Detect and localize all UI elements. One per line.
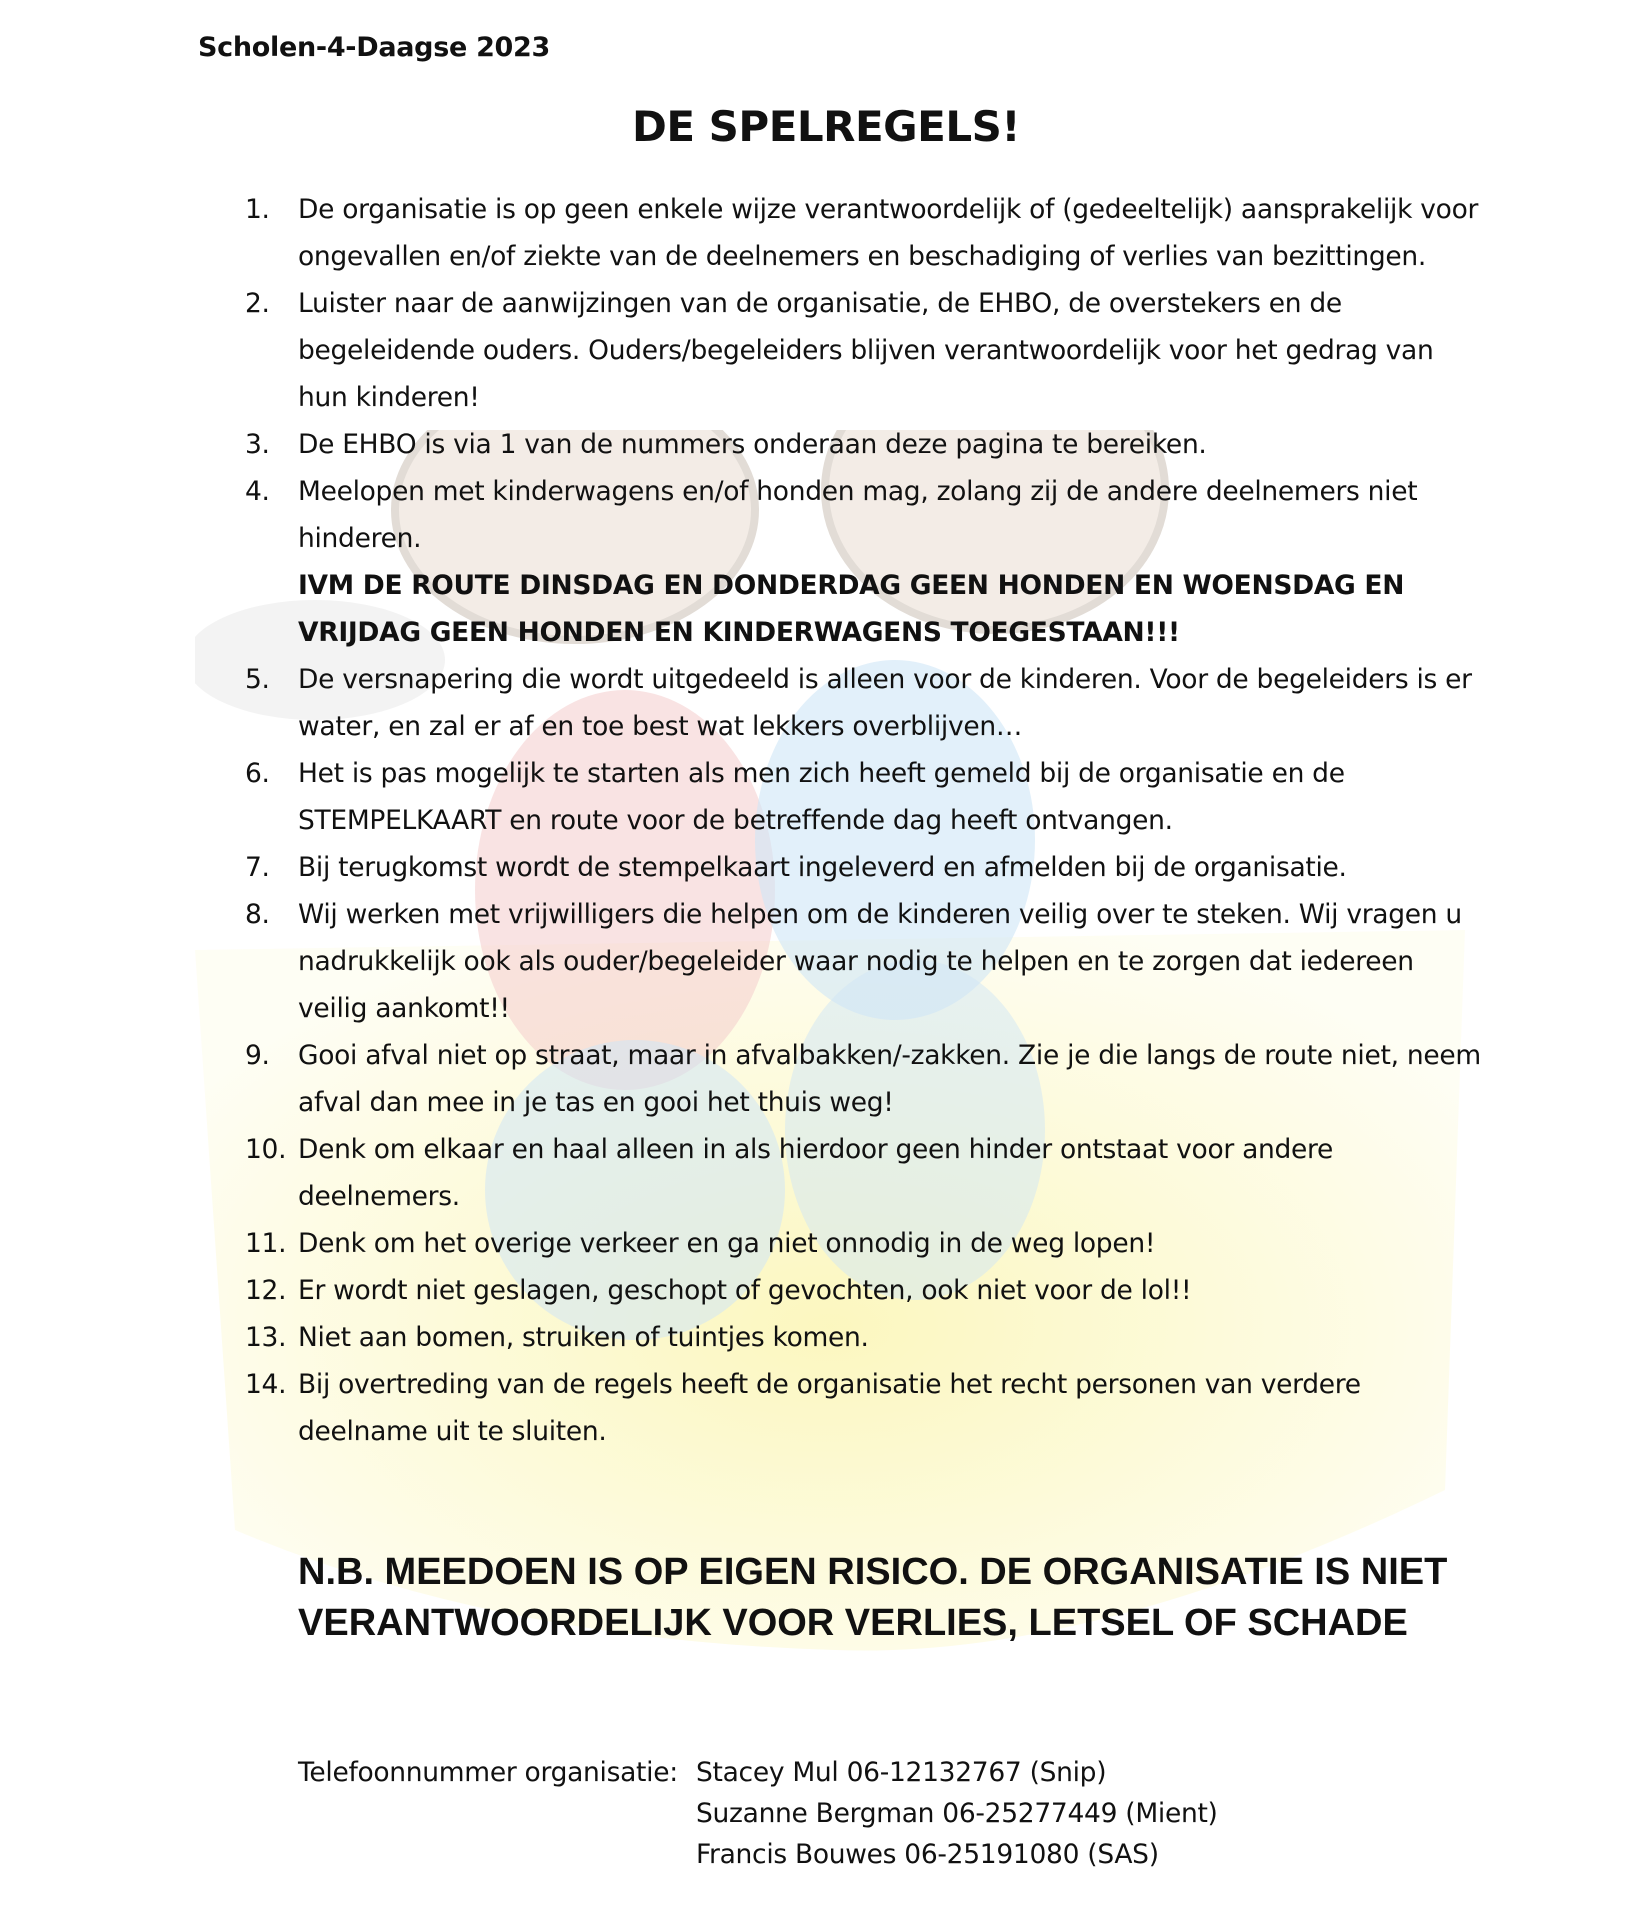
rules-list — [245, 186, 1485, 1455]
rule-text: Luister naar de aanwijzingen van de organisatie, de EHBO, de overstekers en de begeleidende ouders. Ouders/begeleiders blijven verantwoordelijk voor het gedrag van hun kinderen! — [298, 288, 1434, 413]
rule-number: 1. — [245, 194, 270, 225]
rule-number: 4. — [245, 476, 270, 507]
rule-item — [245, 1126, 1485, 1220]
rule-text: Er wordt niet geslagen, geschopt of gevochten, ook niet voor de lol!! — [298, 1275, 1192, 1306]
rule-text: Wij werken met vrijwilligers die helpen om de kinderen veilig over te steken. Wij vragen u nadrukkelijk ook als ouder/begeleider waar nodig te helpen en te zorgen dat iedereen veilig aankomt!! — [298, 899, 1462, 1024]
page-title: DE SPELREGELS! — [631, 102, 1021, 151]
rule-bold-note: IVM DE ROUTE DINSDAG EN DONDERDAG GEEN HONDEN EN WOENSDAG EN VRIJDAG GEEN HONDEN EN KINDERWAGENS TOEGESTAAN!!! — [298, 570, 1405, 648]
rule-text: Niet aan bomen, struiken of tuintjes komen. — [298, 1322, 869, 1353]
rule-item — [245, 750, 1485, 844]
rule-number: 8. — [245, 899, 270, 930]
rule-item — [245, 891, 1485, 1032]
rule-text: Meelopen met kinderwagens en/of honden mag, zolang zij de andere deelnemers niet hinderen. — [298, 476, 1418, 554]
rule-number: 3. — [245, 429, 270, 460]
rule-text: Denk om elkaar en haal alleen in als hierdoor geen hinder ontstaat voor andere deelnemers. — [298, 1134, 1334, 1212]
rule-text: Bij overtreding van de regels heeft de organisatie het recht personen van verdere deelname uit te sluiten. — [298, 1369, 1361, 1447]
rule-number: 6. — [245, 758, 270, 789]
rule-text: De organisatie is op geen enkele wijze verantwoordelijk of (gedeeltelijk) aansprakelijk voor ongevallen en/of ziekte van de deelnemers en beschadiging of verlies van bezittingen. — [298, 194, 1479, 272]
contact-list — [696, 1752, 1218, 1875]
rule-item — [245, 186, 1485, 280]
rule-text: De versnapering die wordt uitgedeeld is alleen voor de kinderen. Voor de begeleiders is er water, en zal er af en toe best wat lekkers overblijven… — [298, 664, 1472, 742]
rule-item — [245, 468, 1485, 656]
rule-item — [245, 1314, 1485, 1361]
event-header: Scholen-4-Daagse 2023 — [198, 32, 551, 63]
rule-item — [245, 1032, 1485, 1126]
contact-person: Francis Bouwes 06-25191080 (SAS) — [696, 1839, 1159, 1870]
contact-label: Telefoonnummer organisatie: — [298, 1757, 678, 1788]
rule-number: 14. — [245, 1369, 287, 1400]
contact-person: Suzanne Bergman 06-25277449 (Mient) — [696, 1798, 1218, 1829]
rule-item — [245, 280, 1485, 421]
rule-text: Denk om het overige verkeer en ga niet onnodig in de weg lopen! — [298, 1228, 1156, 1259]
rule-number: 9. — [245, 1040, 270, 1071]
rule-item — [245, 1361, 1485, 1455]
disclaimer-notice: N.B. MEEDOEN IS OP EIGEN RISICO. DE ORGANISATIE IS NIET VERANTWOORDELIJK VOOR VERLIES, LETSEL OF SCHADE — [298, 1551, 1448, 1644]
rule-number: 11. — [245, 1228, 287, 1259]
rule-item — [245, 421, 1485, 468]
rule-item — [245, 656, 1485, 750]
rule-text: Bij terugkomst wordt de stempelkaart ingeleverd en afmelden bij de organisatie. — [298, 852, 1347, 883]
rule-text: De EHBO is via 1 van de nummers onderaan deze pagina te bereiken. — [298, 429, 1207, 460]
rule-item — [245, 844, 1485, 891]
rule-number: 10. — [245, 1134, 287, 1165]
contact-person: Stacey Mul 06-12132767 (Snip) — [696, 1757, 1107, 1788]
rule-number: 2. — [245, 288, 270, 319]
rule-number: 5. — [245, 664, 270, 695]
rule-number: 13. — [245, 1322, 287, 1353]
rule-item — [245, 1267, 1485, 1314]
rule-number: 12. — [245, 1275, 287, 1306]
rule-item — [245, 1220, 1485, 1267]
rule-text: Gooi afval niet op straat, maar in afvalbakken/-zakken. Zie je die langs de route niet, neem afval dan mee in je tas en gooi het thuis weg! — [298, 1040, 1481, 1118]
rule-text: Het is pas mogelijk te starten als men zich heeft gemeld bij de organisatie en de STEMPELKAART en route voor de betreffende dag heeft ontvangen. — [298, 758, 1345, 836]
rule-number: 7. — [245, 852, 270, 883]
